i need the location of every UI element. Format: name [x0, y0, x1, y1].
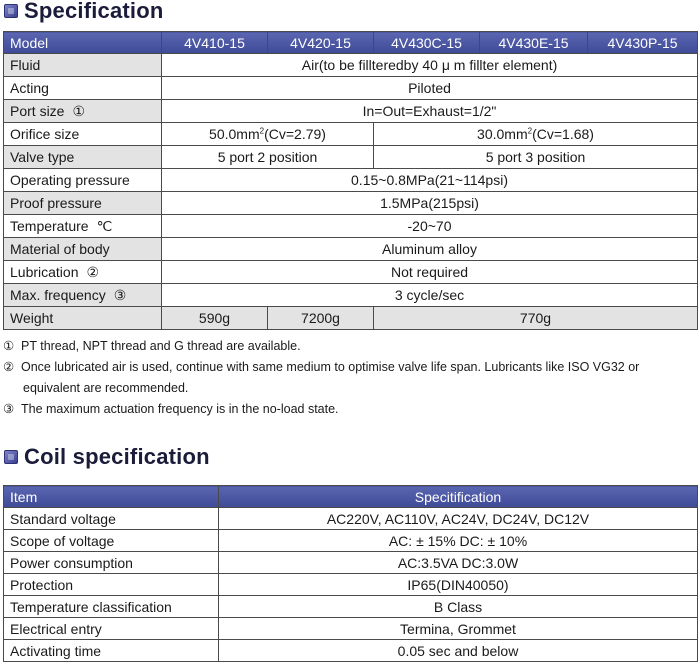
row-value: Air(to be fillteredby 40 μ m fillter element) [162, 54, 698, 77]
row-value: Piloted [162, 77, 698, 100]
spec-section-title [4, 0, 164, 22]
model-4v410: 4V410-15 [162, 32, 268, 54]
row-value: B Class [219, 596, 698, 618]
spec-row-valve-type [4, 146, 698, 169]
row-value: AC: ± 15% DC: ± 10% [219, 530, 698, 552]
note-mark: ② [86, 263, 100, 280]
row-label: Acting [4, 77, 162, 100]
valve-type-left: 5 port 2 position [162, 146, 374, 169]
label-text: Lubrication [10, 263, 79, 280]
row-value: Not required [162, 261, 698, 284]
note-mark: ③ [3, 402, 15, 416]
row-label: Orifice size [4, 123, 162, 146]
row-value: In=Out=Exhaust=1/2" [162, 100, 698, 123]
value-text: 50.0mm [209, 126, 260, 142]
label-text: Port size [10, 102, 65, 119]
spec-title: Specification [24, 0, 164, 23]
value-text: (Cv=2.79) [264, 126, 326, 142]
spec-row-port-size [4, 100, 698, 123]
spec-header: Specitification [219, 486, 698, 508]
row-label [4, 284, 162, 307]
coil-row-power-consumption [4, 552, 698, 574]
note-text: equivalent are recommended. [23, 381, 189, 395]
row-label: Proof pressure [4, 192, 162, 215]
coil-header-row [4, 486, 698, 508]
model-4v430p: 4V430P-15 [588, 32, 698, 54]
row-value: AC:3.5VA DC:3.0W [219, 552, 698, 574]
row-label: Weight [4, 307, 162, 330]
coil-title: Coil specification [24, 444, 210, 469]
row-value: IP65(DIN40050) [219, 574, 698, 596]
superscript: 2 [259, 126, 265, 136]
spec-row-temperature [4, 215, 698, 238]
label-text: Max. frequency [10, 286, 106, 303]
row-label [4, 215, 162, 238]
item-header: Item [4, 486, 219, 508]
row-label: Temperature classification [4, 596, 219, 618]
row-value: -20~70 [162, 215, 698, 238]
row-label: Activating time [4, 640, 219, 662]
superscript: 2 [527, 126, 533, 136]
weight-4v420: 7200g [268, 307, 374, 330]
value-text: 30.0mm [477, 126, 528, 142]
spec-row-weight [4, 307, 698, 330]
spec-header-row [4, 32, 698, 54]
row-value: 1.5MPa(215psi) [162, 192, 698, 215]
row-label: Protection [4, 574, 219, 596]
row-label: Material of body [4, 238, 162, 261]
section-square-icon [4, 450, 18, 464]
note-text: PT thread, NPT thread and G thread are available. [21, 339, 301, 353]
note-text: Once lubricated air is used, continue with same medium to optimise valve life span. Lubricants like ISO VG32 or [21, 360, 640, 374]
valve-type-right: 5 port 3 position [374, 146, 698, 169]
row-label [4, 100, 162, 123]
row-label: Standard voltage [4, 508, 219, 530]
row-label: Fluid [4, 54, 162, 77]
note-2 [3, 357, 697, 378]
model-4v430e: 4V430E-15 [480, 32, 588, 54]
value-text: (Cv=1.68) [532, 126, 594, 142]
model-4v430c: 4V430C-15 [374, 32, 480, 54]
coil-row-electrical-entry [4, 618, 698, 640]
row-label: Operating pressure [4, 169, 162, 192]
note-3 [3, 399, 697, 420]
model-header: Model [4, 32, 162, 54]
row-label [4, 261, 162, 284]
row-value: AC220V, AC110V, AC24V, DC24V, DC12V [219, 508, 698, 530]
coil-section-title [4, 446, 210, 468]
spec-row-operating-pressure [4, 169, 698, 192]
spec-row-lubrication [4, 261, 698, 284]
section-square-icon [4, 4, 18, 18]
coil-row-standard-voltage [4, 508, 698, 530]
coil-table [3, 485, 698, 662]
spec-row-proof-pressure [4, 192, 698, 215]
row-label: Valve type [4, 146, 162, 169]
row-label: Scope of voltage [4, 530, 219, 552]
note-mark: ③ [113, 286, 127, 303]
coil-row-scope-of-voltage [4, 530, 698, 552]
spec-row-acting [4, 77, 698, 100]
row-value: Aluminum alloy [162, 238, 698, 261]
spec-row-orifice-size [4, 123, 698, 146]
spec-row-material [4, 238, 698, 261]
row-value: 3 cycle/sec [162, 284, 698, 307]
note-1 [3, 336, 697, 357]
model-4v420: 4V420-15 [268, 32, 374, 54]
weight-4v410: 590g [162, 307, 268, 330]
spec-notes [3, 336, 697, 420]
row-label: Electrical entry [4, 618, 219, 640]
note-2-continued [3, 378, 697, 399]
coil-row-protection [4, 574, 698, 596]
spec-row-fluid [4, 54, 698, 77]
row-value: 0.05 sec and below [219, 640, 698, 662]
coil-row-activating-time [4, 640, 698, 662]
row-value: 0.15~0.8MPa(21~114psi) [162, 169, 698, 192]
note-mark: ① [72, 102, 86, 119]
spec-table [3, 31, 698, 330]
note-mark: ① [3, 339, 15, 353]
orifice-right [374, 123, 698, 146]
unit-mark: ℃ [96, 217, 113, 234]
spec-row-max-frequency [4, 284, 698, 307]
row-label: Power consumption [4, 552, 219, 574]
label-text: Temperature [10, 217, 89, 234]
weight-4v430: 770g [374, 307, 698, 330]
note-mark: ② [3, 360, 15, 374]
orifice-left [162, 123, 374, 146]
note-text: The maximum actuation frequency is in the no-load state. [21, 402, 339, 416]
row-value: Termina, Grommet [219, 618, 698, 640]
coil-row-temperature-classification [4, 596, 698, 618]
